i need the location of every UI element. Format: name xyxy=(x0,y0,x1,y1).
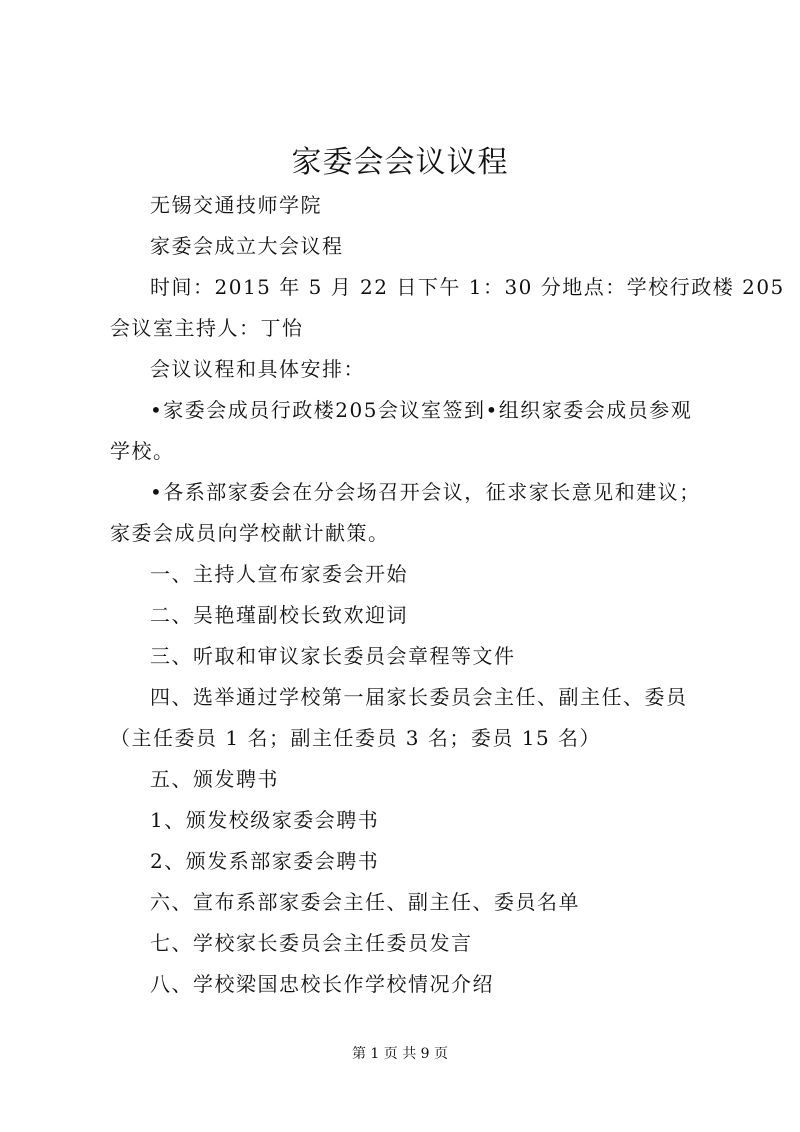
document-title: 家委会会议议程 xyxy=(291,145,509,180)
agenda-item-6: 六、宣布系部家委会主任、副主任、委员名单 xyxy=(150,890,580,914)
agenda-item-4: 四、选举通过学校第一届家长委员会主任、副主任、委员 xyxy=(150,685,688,709)
arrangement-heading-line: 会议议程和具体安排： xyxy=(150,357,365,381)
bullet-signin-line: •家委会成员行政楼205会议室签到•组织家委会成员参观 xyxy=(150,398,693,422)
agenda-item-3: 三、听取和审议家长委员会章程等文件 xyxy=(150,644,516,668)
page-number-footer: 第 1 页 共 9 页 xyxy=(351,1046,449,1062)
agenda-subitem-5-1: 1、颁发校级家委会聘书 xyxy=(150,808,380,832)
agenda-item-7: 七、学校家长委员会主任委员发言 xyxy=(150,931,473,955)
host-line: 会议室主持人：丁怡 xyxy=(110,316,304,340)
bullet-meeting-line: •各系部家委会在分会场召开会议，征求家长意见和建议； xyxy=(150,480,701,504)
agenda-item-4-continuation: （主任委员 1 名；副主任委员 3 名；委员 15 名） xyxy=(110,726,602,750)
agenda-subitem-5-2: 2、颁发系部家委会聘书 xyxy=(150,849,380,873)
school-name-line: 无锡交通技师学院 xyxy=(150,193,322,217)
agenda-item-8: 八、学校梁国忠校长作学校情况介绍 xyxy=(150,972,494,996)
agenda-heading-line: 家委会成立大会议程 xyxy=(150,234,344,258)
agenda-item-2: 二、吴艳瑾副校长致欢迎词 xyxy=(150,603,408,627)
agenda-item-5: 五、颁发聘书 xyxy=(150,767,279,791)
time-location-line: 时间：2015 年 5 月 22 日下午 1：30 分地点：学校行政楼 205 xyxy=(150,275,785,299)
bullet-signin-continuation: 学校。 xyxy=(110,439,175,463)
bullet-meeting-continuation: 家委会成员向学校献计献策。 xyxy=(110,521,390,545)
agenda-item-1: 一、主持人宣布家委会开始 xyxy=(150,562,408,586)
